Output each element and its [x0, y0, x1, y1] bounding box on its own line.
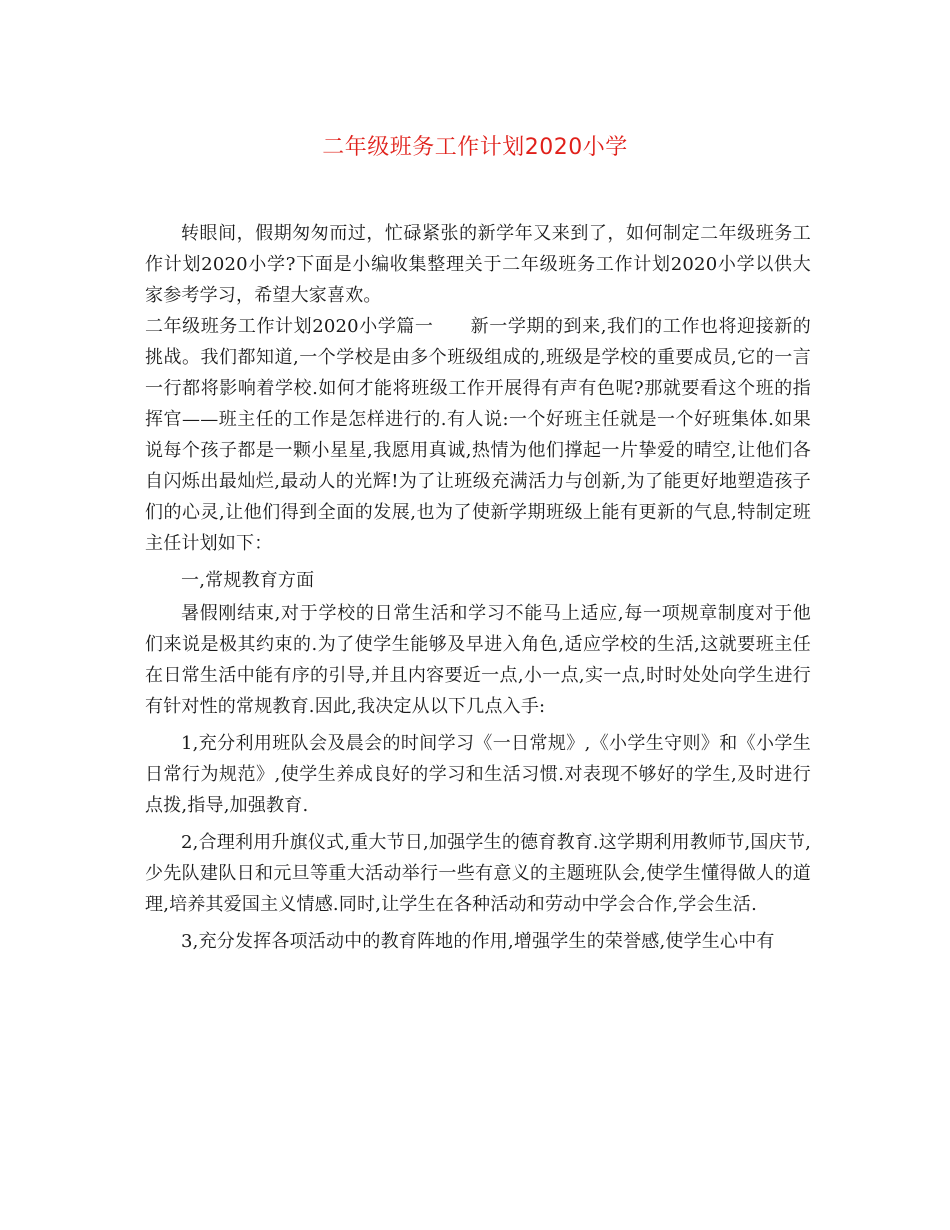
document-title: 二年级班务工作计划2020小学 — [322, 135, 628, 160]
document-body — [145, 218, 811, 957]
paragraph-routine-intro: 暑假刚结束,对于学校的日常生活和学习不能马上适应,每一项规章制度对于他们来说是极其约束的.为了使学生能够及早进入角色,适应学校的生活,这就要班主任在日常生活中能有序的引导,并且内容要近一点,小一点,实一点,时时处处向学生进行有针对性的常规教育.因此,我决定从以下几点入手: — [145, 603, 811, 717]
paragraph-item-3: 3,充分发挥各项活动中的教育阵地的作用,增强学生的荣誉感,使学生心中有 — [181, 931, 775, 952]
paragraph-heading-routine: 一,常规教育方面 — [181, 570, 315, 591]
paragraph-intro: 转眼间，假期匆匆而过，忙碌紧张的新学年又来到了，如何制定二年级班务工作计划2020小学?下面是小编收集整理关于二年级班务工作计划2020小学以供大家参考学习，希望大家喜欢。 — [145, 223, 811, 306]
paragraph-section-one: 二年级班务工作计划2020小学篇一 新一学期的到来,我们的工作也将迎接新的挑战。我们都知道,一个学校是由多个班级组成的,班级是学校的重要成员,它的一言一行都将影响着学校.如何才能将班级工作开展得有声有色呢?那就要看这个班的指挥官——班主任的工作是怎样进行的.有人说:一个好班主任就是一个好班集体.如果说每个孩子都是一颗小星星,我愿用真诚,热情为他们撑起一片挚爱的晴空,让他们各自闪烁出最灿烂,最动人的光辉!为了让班级充满活力与创新,为了能更好地塑造孩子们的心灵,让他们得到全面的发展,也为了使新学期班级上能有更新的气息,特制定班主任计划如下： — [145, 316, 811, 554]
paragraph-item-2: 2,合理利用升旗仪式,重大节日,加强学生的德育教育.这学期利用教师节,国庆节,少先队建队日和元旦等重大活动举行一些有意义的主题班队会,使学生懂得做人的道理,培养其爱国主义情感.同时,让学生在各种活动和劳动中学会合作,学会生活. — [145, 832, 811, 915]
paragraph-item-1: 1,充分利用班队会及晨会的时间学习《一日常规》,《小学生守则》和《小学生日常行为规范》,使学生养成良好的学习和生活习惯.对表现不够好的学生,及时进行点拨,指导,加强教育. — [145, 733, 811, 816]
